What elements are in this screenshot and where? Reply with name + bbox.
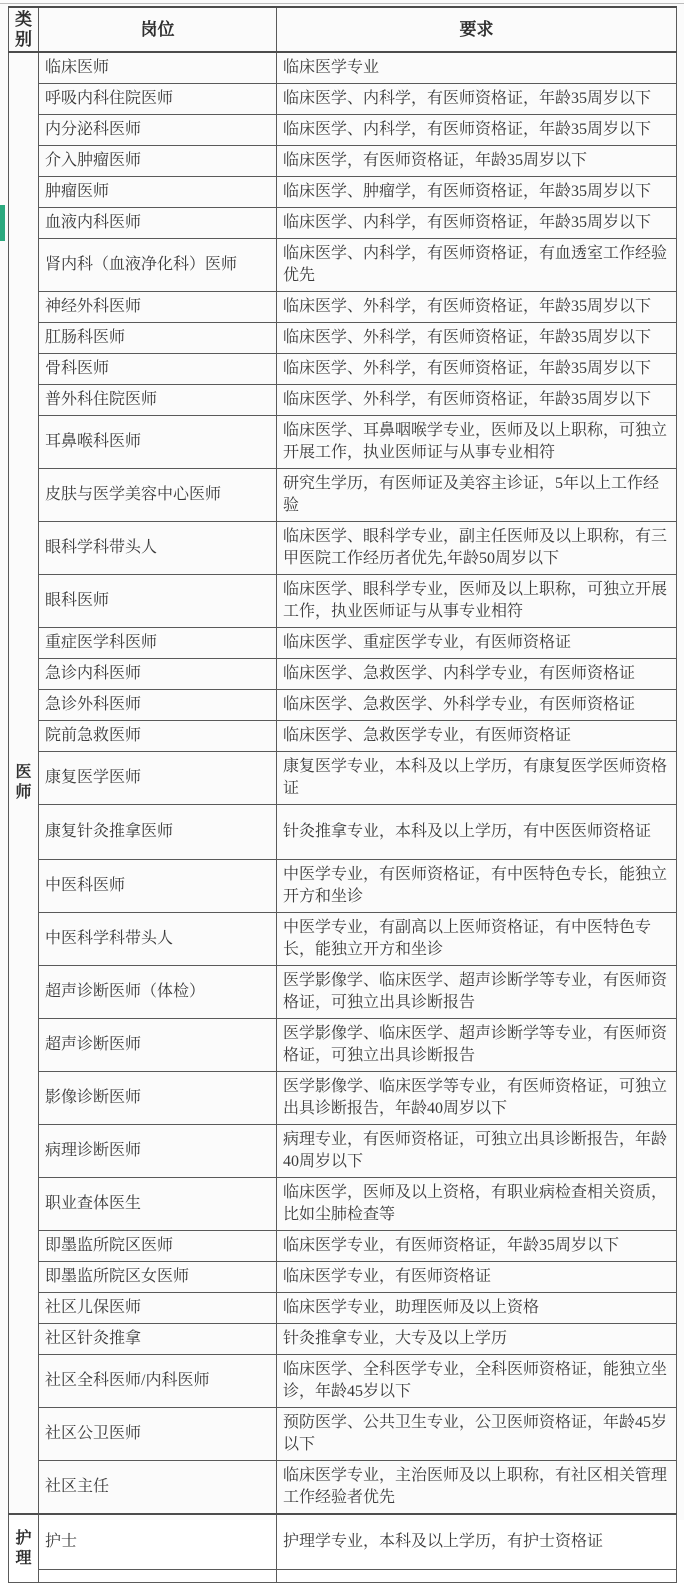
table-row-partial: [9, 1570, 677, 1583]
table-row: [9, 416, 677, 469]
requirement-cell: 临床医学、内科学，有医师资格证，年龄35周岁以下: [277, 84, 677, 115]
position-cell: 骨科医师: [39, 354, 277, 385]
requirement-cell: 临床医学、外科学，有医师资格证，年龄35周岁以下: [277, 354, 677, 385]
position-cell: 介入肿瘤医师: [39, 146, 277, 177]
requirement-cell: 中医学专业，有副高以上医师资格证，有中医特色专长，能独立开方和坐诊: [277, 913, 677, 966]
requirement-cell: 临床医学、眼科学专业，副主任医师及以上职称，有三甲医院工作经历者优先,年龄50周岁以下: [277, 522, 677, 575]
position-cell: 社区全科医师/内科医师: [39, 1355, 277, 1408]
table-row: [9, 522, 677, 575]
table-row: [9, 146, 677, 177]
requirement-cell: 医学影像学、临床医学等专业，有医师资格证，可独立出具诊断报告，年龄40周岁以下: [277, 1072, 677, 1125]
column-header-position: 岗位: [39, 7, 277, 52]
table-row: [9, 1178, 677, 1231]
requirement-cell: 临床医学、急救医学、外科学专业，有医师资格证: [277, 690, 677, 721]
table-row: [9, 1231, 677, 1262]
table-row: [9, 1355, 677, 1408]
table-body: [9, 52, 677, 1583]
requirement-cell: 康复医学专业，本科及以上学历，有康复医学医师资格证: [277, 752, 677, 805]
table-row: [9, 115, 677, 146]
table-row: [9, 1072, 677, 1125]
column-header-category: 类别: [9, 7, 39, 52]
table-row: [9, 84, 677, 115]
requirement-cell: 针灸推拿专业，本科及以上学历，有中医医师资格证: [277, 805, 677, 860]
table-row: [9, 469, 677, 522]
table-row: [9, 913, 677, 966]
requirement-cell: 临床医学、内科学，有医师资格证，有血透室工作经验优先: [277, 239, 677, 292]
position-cell: 超声诊断医师: [39, 1019, 277, 1072]
position-cell: 病理诊断医师: [39, 1125, 277, 1178]
requirement-cell: 临床医学专业，有医师资格证: [277, 1262, 677, 1293]
position-cell: 急诊外科医师: [39, 690, 277, 721]
requirement-cell: 针灸推拿专业，大专及以上学历: [277, 1324, 677, 1355]
position-cell: 血液内科医师: [39, 208, 277, 239]
requirement-cell: 病理专业，有医师资格证，可独立出具诊断报告，年龄40周岁以下: [277, 1125, 677, 1178]
position-cell: 康复医学医师: [39, 752, 277, 805]
table-row: [9, 385, 677, 416]
position-cell: 肿瘤医师: [39, 177, 277, 208]
requirement-cell: 临床医学、外科学，有医师资格证，年龄35周岁以下: [277, 323, 677, 354]
position-cell: 超声诊断医师（体检）: [39, 966, 277, 1019]
position-cell: 即墨监所院区医师: [39, 1231, 277, 1262]
position-cell: 社区主任: [39, 1461, 277, 1515]
table-row: [9, 752, 677, 805]
position-cell: 眼科学科带头人: [39, 522, 277, 575]
position-cell: 临床医师: [39, 52, 277, 84]
table-row: [9, 323, 677, 354]
table-row: [9, 1125, 677, 1178]
requirement-cell: 临床医学，医师及以上资格，有职业病检查相关资质，比如尘肺检查等: [277, 1178, 677, 1231]
table-row: [9, 239, 677, 292]
requirement-cell: 研究生学历，有医师证及美容主诊证，5年以上工作经验: [277, 469, 677, 522]
table-row: [9, 1262, 677, 1293]
position-cell: 内分泌科医师: [39, 115, 277, 146]
requirement-cell: 临床医学、内科学，有医师资格证，年龄35周岁以下: [277, 115, 677, 146]
position-cell: 耳鼻喉科医师: [39, 416, 277, 469]
requirement-cell: [277, 1570, 677, 1583]
table-row: [9, 292, 677, 323]
table-row: [9, 1324, 677, 1355]
position-cell: 普外科住院医师: [39, 385, 277, 416]
header-row: [9, 7, 677, 52]
position-cell: 社区针灸推拿: [39, 1324, 277, 1355]
position-cell: 中医科医师: [39, 860, 277, 913]
requirement-cell: 预防医学、公共卫生专业，公卫医师资格证，年龄45岁以下: [277, 1408, 677, 1461]
requirement-cell: 临床医学专业，主治医师及以上职称，有社区相关管理工作经验者优先: [277, 1461, 677, 1515]
requirement-cell: 临床医学，有医师资格证，年龄35周岁以下: [277, 146, 677, 177]
table-row: [9, 575, 677, 628]
top-divider-line: [0, 3, 684, 4]
position-cell: 眼科医师: [39, 575, 277, 628]
table-row: [9, 628, 677, 659]
position-cell: 急诊内科医师: [39, 659, 277, 690]
position-cell: 呼吸内科住院医师: [39, 84, 277, 115]
position-cell: 重症医学科医师: [39, 628, 277, 659]
table-header: [9, 7, 677, 52]
position-cell: 职业查体医生: [39, 1178, 277, 1231]
table-row: [9, 966, 677, 1019]
requirement-cell: 临床医学、眼科学专业，医师及以上职称，可独立开展工作，执业医师证与从事专业相符: [277, 575, 677, 628]
table-row: [9, 860, 677, 913]
position-cell: 社区公卫医师: [39, 1408, 277, 1461]
position-cell: 影像诊断医师: [39, 1072, 277, 1125]
table-row: [9, 52, 677, 84]
table-row: [9, 208, 677, 239]
requirement-cell: 临床医学、急救医学专业，有医师资格证: [277, 721, 677, 752]
category-cell: 护理: [9, 1514, 39, 1583]
requirement-cell: 医学影像学、临床医学、超声诊断学等专业，有医师资格证，可独立出具诊断报告: [277, 1019, 677, 1072]
table-row: [9, 1514, 677, 1570]
position-cell: 肛肠科医师: [39, 323, 277, 354]
table-row: [9, 1408, 677, 1461]
table-row: [9, 690, 677, 721]
recruitment-table: [8, 6, 677, 1583]
table-row: [9, 805, 677, 860]
position-cell: 院前急救医师: [39, 721, 277, 752]
requirement-cell: 临床医学、外科学，有医师资格证，年龄35周岁以下: [277, 292, 677, 323]
position-cell: [39, 1570, 277, 1583]
requirement-cell: 临床医学、急救医学、内科学专业，有医师资格证: [277, 659, 677, 690]
requirement-cell: 临床医学、耳鼻咽喉学专业，医师及以上职称，可独立开展工作，执业医师证与从事专业相符: [277, 416, 677, 469]
requirement-cell: 护理学专业，本科及以上学历，有护士资格证: [277, 1514, 677, 1570]
requirement-cell: 医学影像学、临床医学、超声诊断学等专业，有医师资格证，可独立出具诊断报告: [277, 966, 677, 1019]
requirement-cell: 中医学专业，有医师资格证，有中医特色专长，能独立开方和坐诊: [277, 860, 677, 913]
position-cell: 肾内科（血液净化科）医师: [39, 239, 277, 292]
position-cell: 即墨监所院区女医师: [39, 1262, 277, 1293]
position-cell: 护士: [39, 1514, 277, 1570]
table-row: [9, 1019, 677, 1072]
position-cell: 中医科学科带头人: [39, 913, 277, 966]
requirement-cell: 临床医学、外科学，有医师资格证，年龄35周岁以下: [277, 385, 677, 416]
requirement-cell: 临床医学专业: [277, 52, 677, 84]
position-cell: 康复针灸推拿医师: [39, 805, 277, 860]
requirement-cell: 临床医学专业，有医师资格证，年龄35周岁以下: [277, 1231, 677, 1262]
requirement-cell: 临床医学、全科医学专业，全科医师资格证，能独立坐诊，年龄45岁以下: [277, 1355, 677, 1408]
table-row: [9, 1293, 677, 1324]
table-row: [9, 177, 677, 208]
position-cell: 皮肤与医学美容中心医师: [39, 469, 277, 522]
table-row: [9, 721, 677, 752]
requirement-cell: 临床医学、肿瘤学，有医师资格证，年龄35周岁以下: [277, 177, 677, 208]
requirement-cell: 临床医学专业，助理医师及以上资格: [277, 1293, 677, 1324]
scroll-indicator: [0, 205, 5, 241]
column-header-requirement: 要求: [277, 7, 677, 52]
position-cell: 神经外科医师: [39, 292, 277, 323]
position-cell: 社区儿保医师: [39, 1293, 277, 1324]
requirement-cell: 临床医学、重症医学专业，有医师资格证: [277, 628, 677, 659]
requirement-cell: 临床医学、内科学，有医师资格证，年龄35周岁以下: [277, 208, 677, 239]
table-row: [9, 659, 677, 690]
category-cell: 医师: [9, 52, 39, 1514]
table-row: [9, 354, 677, 385]
table-row: [9, 1461, 677, 1515]
